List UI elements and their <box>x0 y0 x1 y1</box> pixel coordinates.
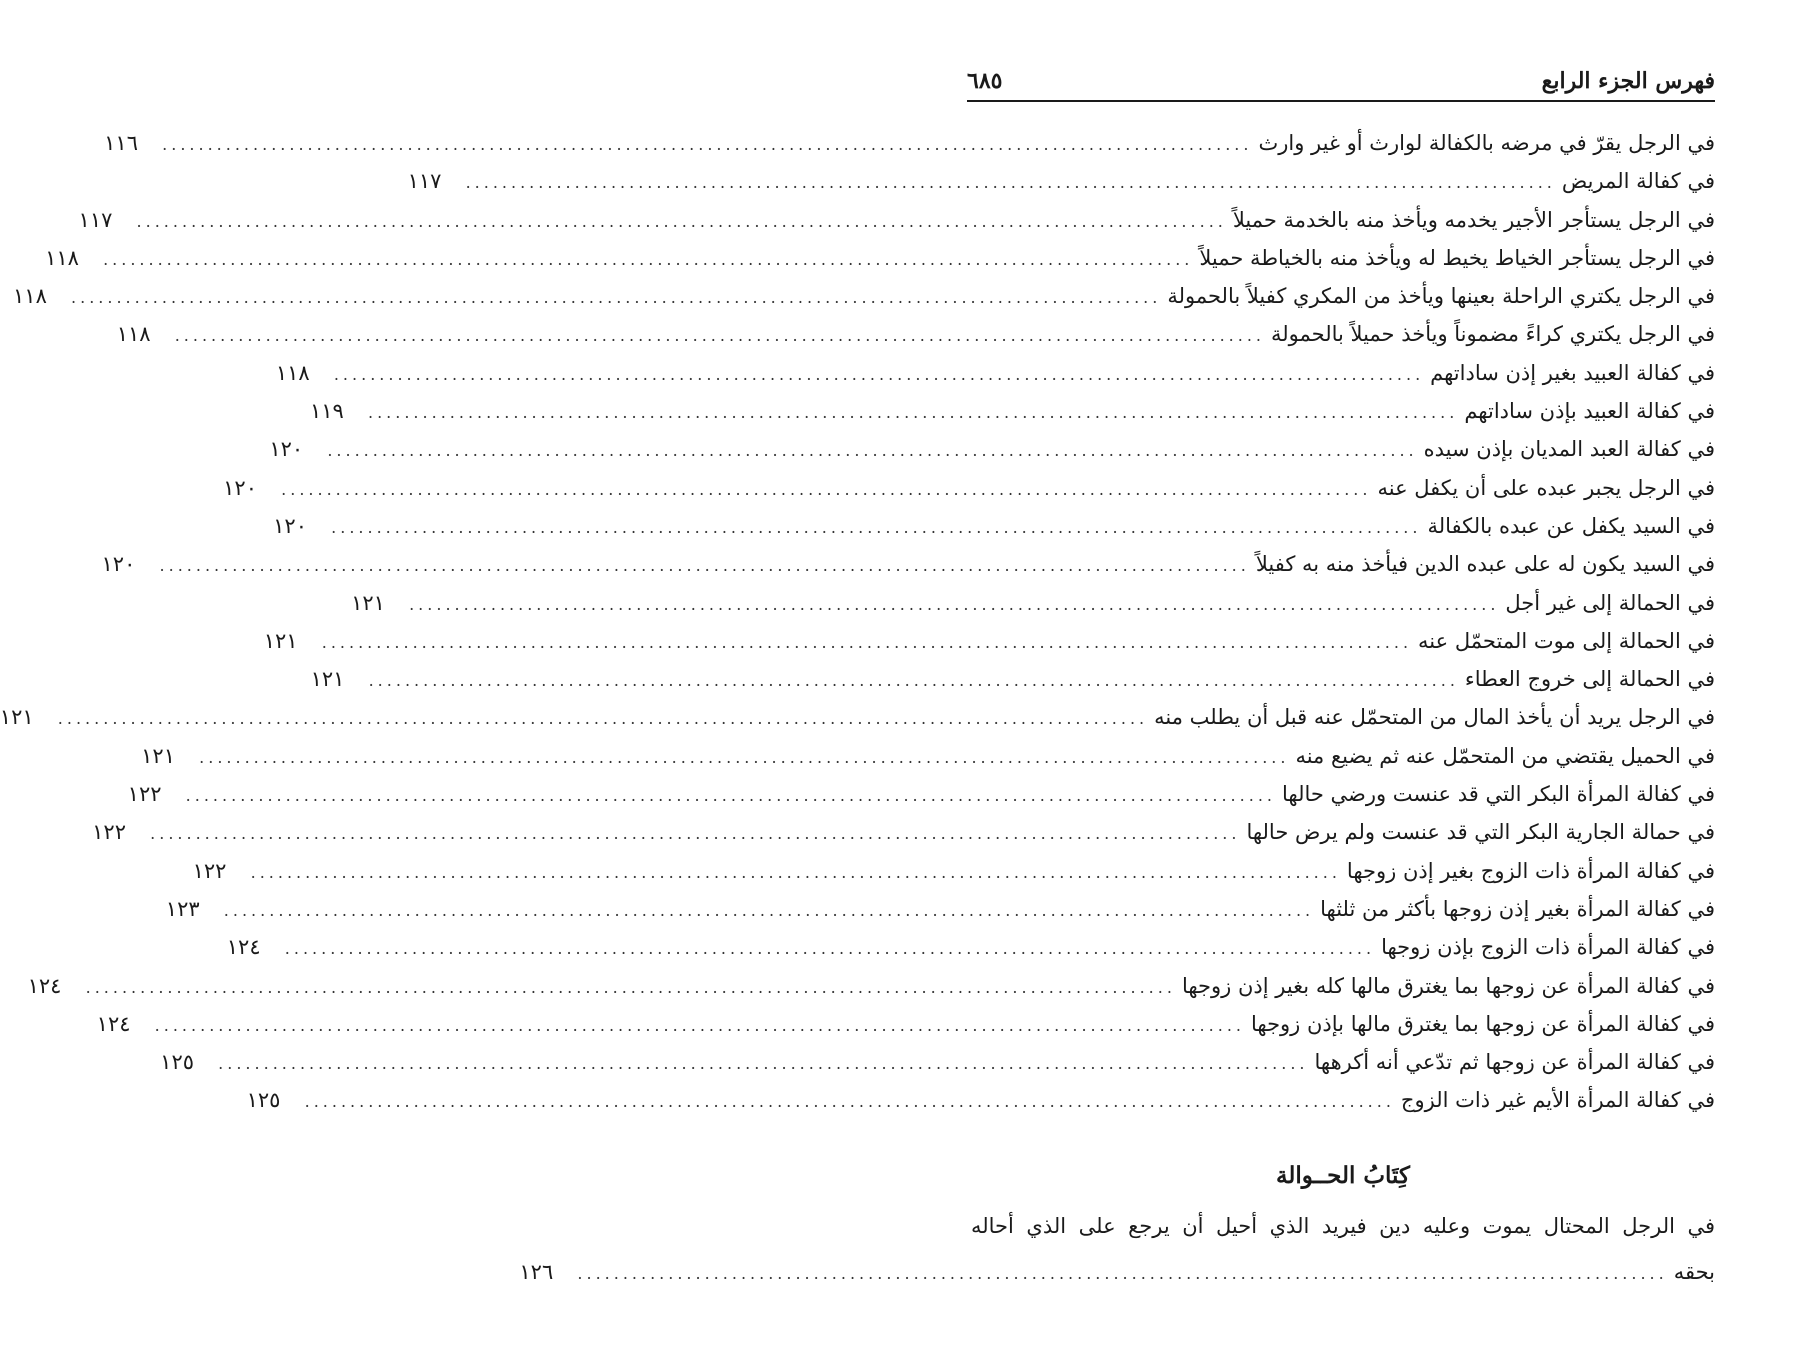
toc-entry-page: ١٢٦ <box>519 1260 554 1284</box>
toc-entry-title: في كفالة المرأة عن زوجها بما يغترق مالها بإذن زوجها <box>1250 1011 1715 1036</box>
leader-dots: ........................................................................................................................ <box>321 632 1413 652</box>
leader-dots: ........................................................................................................................ <box>223 900 1315 920</box>
toc-entry <box>127 775 1715 813</box>
toc-entry <box>165 890 1715 928</box>
leader-dots: ........................................................................................................................ <box>331 517 1422 537</box>
toc-entry-title: في الرجل يريد أن يأخذ المال من المتحمّل عنه قبل أن يطلب منه <box>1154 705 1715 730</box>
toc-entry-page: ١١٨ <box>116 322 151 347</box>
toc-entry <box>104 124 1715 162</box>
leader-dots: ........................................................................................................................ <box>368 671 1459 691</box>
toc-entry-title: في الرجل يقرّ في مرضه بالكفالة لوارث أو غير وارث <box>1258 131 1715 155</box>
toc-entry <box>192 852 1715 890</box>
toc-entry-title: في كفالة المرأة ذات الزوج بغير إذن زوجها <box>1346 858 1715 883</box>
toc-entry-title: في السيد يكون له على عبده الدين فيأخذ منه به كفيلاً <box>1255 552 1715 577</box>
toc-entry <box>273 507 1715 545</box>
toc-entry-page: ١٢٤ <box>96 1011 131 1036</box>
toc-entry-title: في كفالة المرأة عن زوجها ثم تدّعي أنه أكرهها <box>1314 1050 1715 1075</box>
toc-entry <box>310 392 1715 430</box>
page-header <box>967 64 1715 98</box>
toc-entry-title: في كفالة المريض <box>1561 169 1715 194</box>
toc-entry-page: ١٢١ <box>310 667 345 692</box>
toc-entry-multiline <box>519 1206 1715 1292</box>
toc-entry-page: ١٢٠ <box>101 552 136 577</box>
toc-entry-title: في الحميل يقتضي من المتحمّل عنه ثم يضيع منه <box>1295 743 1715 768</box>
toc-entry <box>269 430 1715 468</box>
leader-dots: ........................................................................................................................ <box>71 288 1162 308</box>
toc-entry-title: في كفالة العبد المديان بإذن سيده <box>1423 437 1715 462</box>
toc-entry-page: ١٢١ <box>351 590 385 615</box>
toc-entry-title: في كفالة المرأة الأيم غير ذات الزوج <box>1400 1088 1715 1113</box>
toc-entry-title: في السيد يكفل عن عبده بالكفالة <box>1427 513 1715 538</box>
header-divider <box>967 100 1715 102</box>
toc-entry-title: في الحمالة إلى غير أجل <box>1505 590 1715 615</box>
toc-entry <box>13 277 1715 315</box>
section-heading: كِتَابُ الحــوالة <box>1276 1162 1410 1189</box>
leader-dots: ........................................................................................................................ <box>368 403 1459 423</box>
toc-entry-page: ١٢٢ <box>92 820 126 845</box>
leader-dots: ........................................................................................................................ <box>154 1015 1245 1035</box>
toc-entry-title: في كفالة العبيد بإذن ساداتهم <box>1464 399 1715 424</box>
leader-dots: ........................................................................................................................ <box>218 1054 1309 1074</box>
leader-dots: ........................................................................................................................ <box>199 747 1290 767</box>
toc-entry-page: ١٢٤ <box>226 935 261 960</box>
toc-entry-title: في الرجل يكتري الراحلة بعينها ويأخذ من المكري كفيلاً بالحمولة <box>1167 284 1715 309</box>
toc-entry-title: في الحمالة إلى موت المتحمّل عنه <box>1418 628 1715 653</box>
toc-entry-page: ١٢١ <box>141 743 175 768</box>
toc-entry <box>263 622 1715 660</box>
toc-entry-page: ١٢٢ <box>192 858 227 883</box>
toc-entry <box>92 813 1715 851</box>
leader-dots: ........................................................................................................................ <box>136 211 1227 231</box>
leader-dots: ........................................................................................................................ <box>577 1264 1668 1283</box>
toc-entry-page: ١١٧ <box>78 207 113 232</box>
toc-entry-title: في الرجل يجبر عبده على أن يكفل عنه <box>1377 475 1715 500</box>
leader-dots: ........................................................................................................................ <box>103 249 1194 269</box>
leader-dots: ........................................................................................................................ <box>284 939 1376 959</box>
leader-dots: ........................................................................................................................ <box>57 709 1149 729</box>
toc-entry <box>0 698 1715 736</box>
table-of-contents <box>0 124 1715 1120</box>
leader-dots: ........................................................................................................................ <box>465 173 1556 193</box>
toc-entry <box>78 201 1715 239</box>
toc-entry-page: ١٢٠ <box>269 437 304 462</box>
toc-entry-page: ١١٨ <box>275 360 310 385</box>
toc-entry <box>275 354 1715 392</box>
toc-entry-page: ١٢٤ <box>27 973 62 998</box>
leader-dots: ........................................................................................................................ <box>185 786 1276 806</box>
leader-dots: ........................................................................................................................ <box>174 326 1266 346</box>
leader-dots: ........................................................................................................................ <box>150 824 1241 844</box>
toc-entry <box>116 315 1715 353</box>
page-number: ٦٨٥ <box>967 68 1003 94</box>
toc-entry <box>141 737 1715 775</box>
toc-entry-page: ١١٨ <box>13 284 47 309</box>
toc-entry <box>351 584 1715 622</box>
toc-entry <box>101 545 1715 583</box>
leader-dots: ........................................................................................................................ <box>159 556 1250 576</box>
toc-entry <box>246 1081 1715 1119</box>
toc-entry-title: في كفالة المرأة ذات الزوج بإذن زوجها <box>1381 935 1715 960</box>
toc-entry-page: ١١٦ <box>104 131 138 155</box>
toc-entry-title: في كفالة المرأة عن زوجها بما يغترق مالها كله بغير إذن زوجها <box>1181 973 1715 998</box>
leader-dots: ........................................................................................................................ <box>281 479 1372 499</box>
toc-entry-title: في الرجل يكتري كراءً مضموناً ويأخذ حميلاً بالحمولة <box>1271 322 1715 347</box>
toc-entry <box>310 660 1715 698</box>
toc-entry-title-line1: في الرجل المحتال يموت وعليه دين فيريد الذي أحيل أن يرجع على الذي أحاله <box>971 1214 1715 1238</box>
toc-entry-page: ١١٨ <box>45 245 79 270</box>
toc-entry-page: ١٢١ <box>263 628 298 653</box>
toc-entry-page: ١٢٥ <box>246 1088 281 1113</box>
toc-entry <box>407 162 1715 200</box>
toc-entry <box>226 928 1715 966</box>
toc-entry-page: ١٢٢ <box>127 782 162 807</box>
toc-entry-page: ١٢٠ <box>273 513 307 538</box>
toc-entry-page: ١٢٠ <box>223 475 257 500</box>
toc-entry <box>223 469 1715 507</box>
leader-dots: ........................................................................................................................ <box>327 441 1418 461</box>
toc-entry <box>160 1043 1715 1081</box>
leader-dots: ........................................................................................................................ <box>409 594 1500 614</box>
leader-dots: ........................................................................................................................ <box>304 1092 1395 1112</box>
toc-entry-title-line2: بحقه <box>1673 1260 1715 1284</box>
toc-entry-line2 <box>519 1252 1715 1292</box>
leader-dots: ........................................................................................................................ <box>250 862 1341 882</box>
toc-entry-page: ١١٩ <box>310 399 344 424</box>
toc-entry-page: ١٢٥ <box>160 1050 195 1075</box>
toc-entry-title: في حمالة الجارية البكر التي قد عنست ولم يرض حالها <box>1246 820 1715 845</box>
toc-entry <box>45 239 1715 277</box>
leader-dots: ........................................................................................................................ <box>162 135 1253 154</box>
toc-entry-title: في الرجل يستأجر الأجير يخدمه ويأخذ منه بالخدمة حميلاً <box>1232 207 1715 232</box>
toc-entry-page: ١٢٣ <box>165 896 200 921</box>
toc-entry-title: في كفالة العبيد بغير إذن ساداتهم <box>1430 360 1715 385</box>
toc-entry-title: في الرجل يستأجر الخياط يخيط له ويأخذ منه بالخياطة حميلاً <box>1199 245 1715 270</box>
toc-entry-title: في الحمالة إلى خروج العطاء <box>1464 667 1715 692</box>
leader-dots: ........................................................................................................................ <box>85 977 1176 997</box>
toc-entry-title: في كفالة المرأة البكر التي قد عنست ورضي حالها <box>1281 782 1715 807</box>
running-title: فهرس الجزء الرابع <box>1541 68 1715 94</box>
toc-entry-title: في كفالة المرأة بغير إذن زوجها بأكثر من ثلثها <box>1320 896 1715 921</box>
toc-entry-page: ١١٧ <box>407 169 442 194</box>
toc-entry <box>96 1005 1715 1043</box>
toc-entry-page: ١٢١ <box>0 705 34 730</box>
leader-dots: ........................................................................................................................ <box>333 364 1425 384</box>
toc-entry <box>27 967 1715 1005</box>
